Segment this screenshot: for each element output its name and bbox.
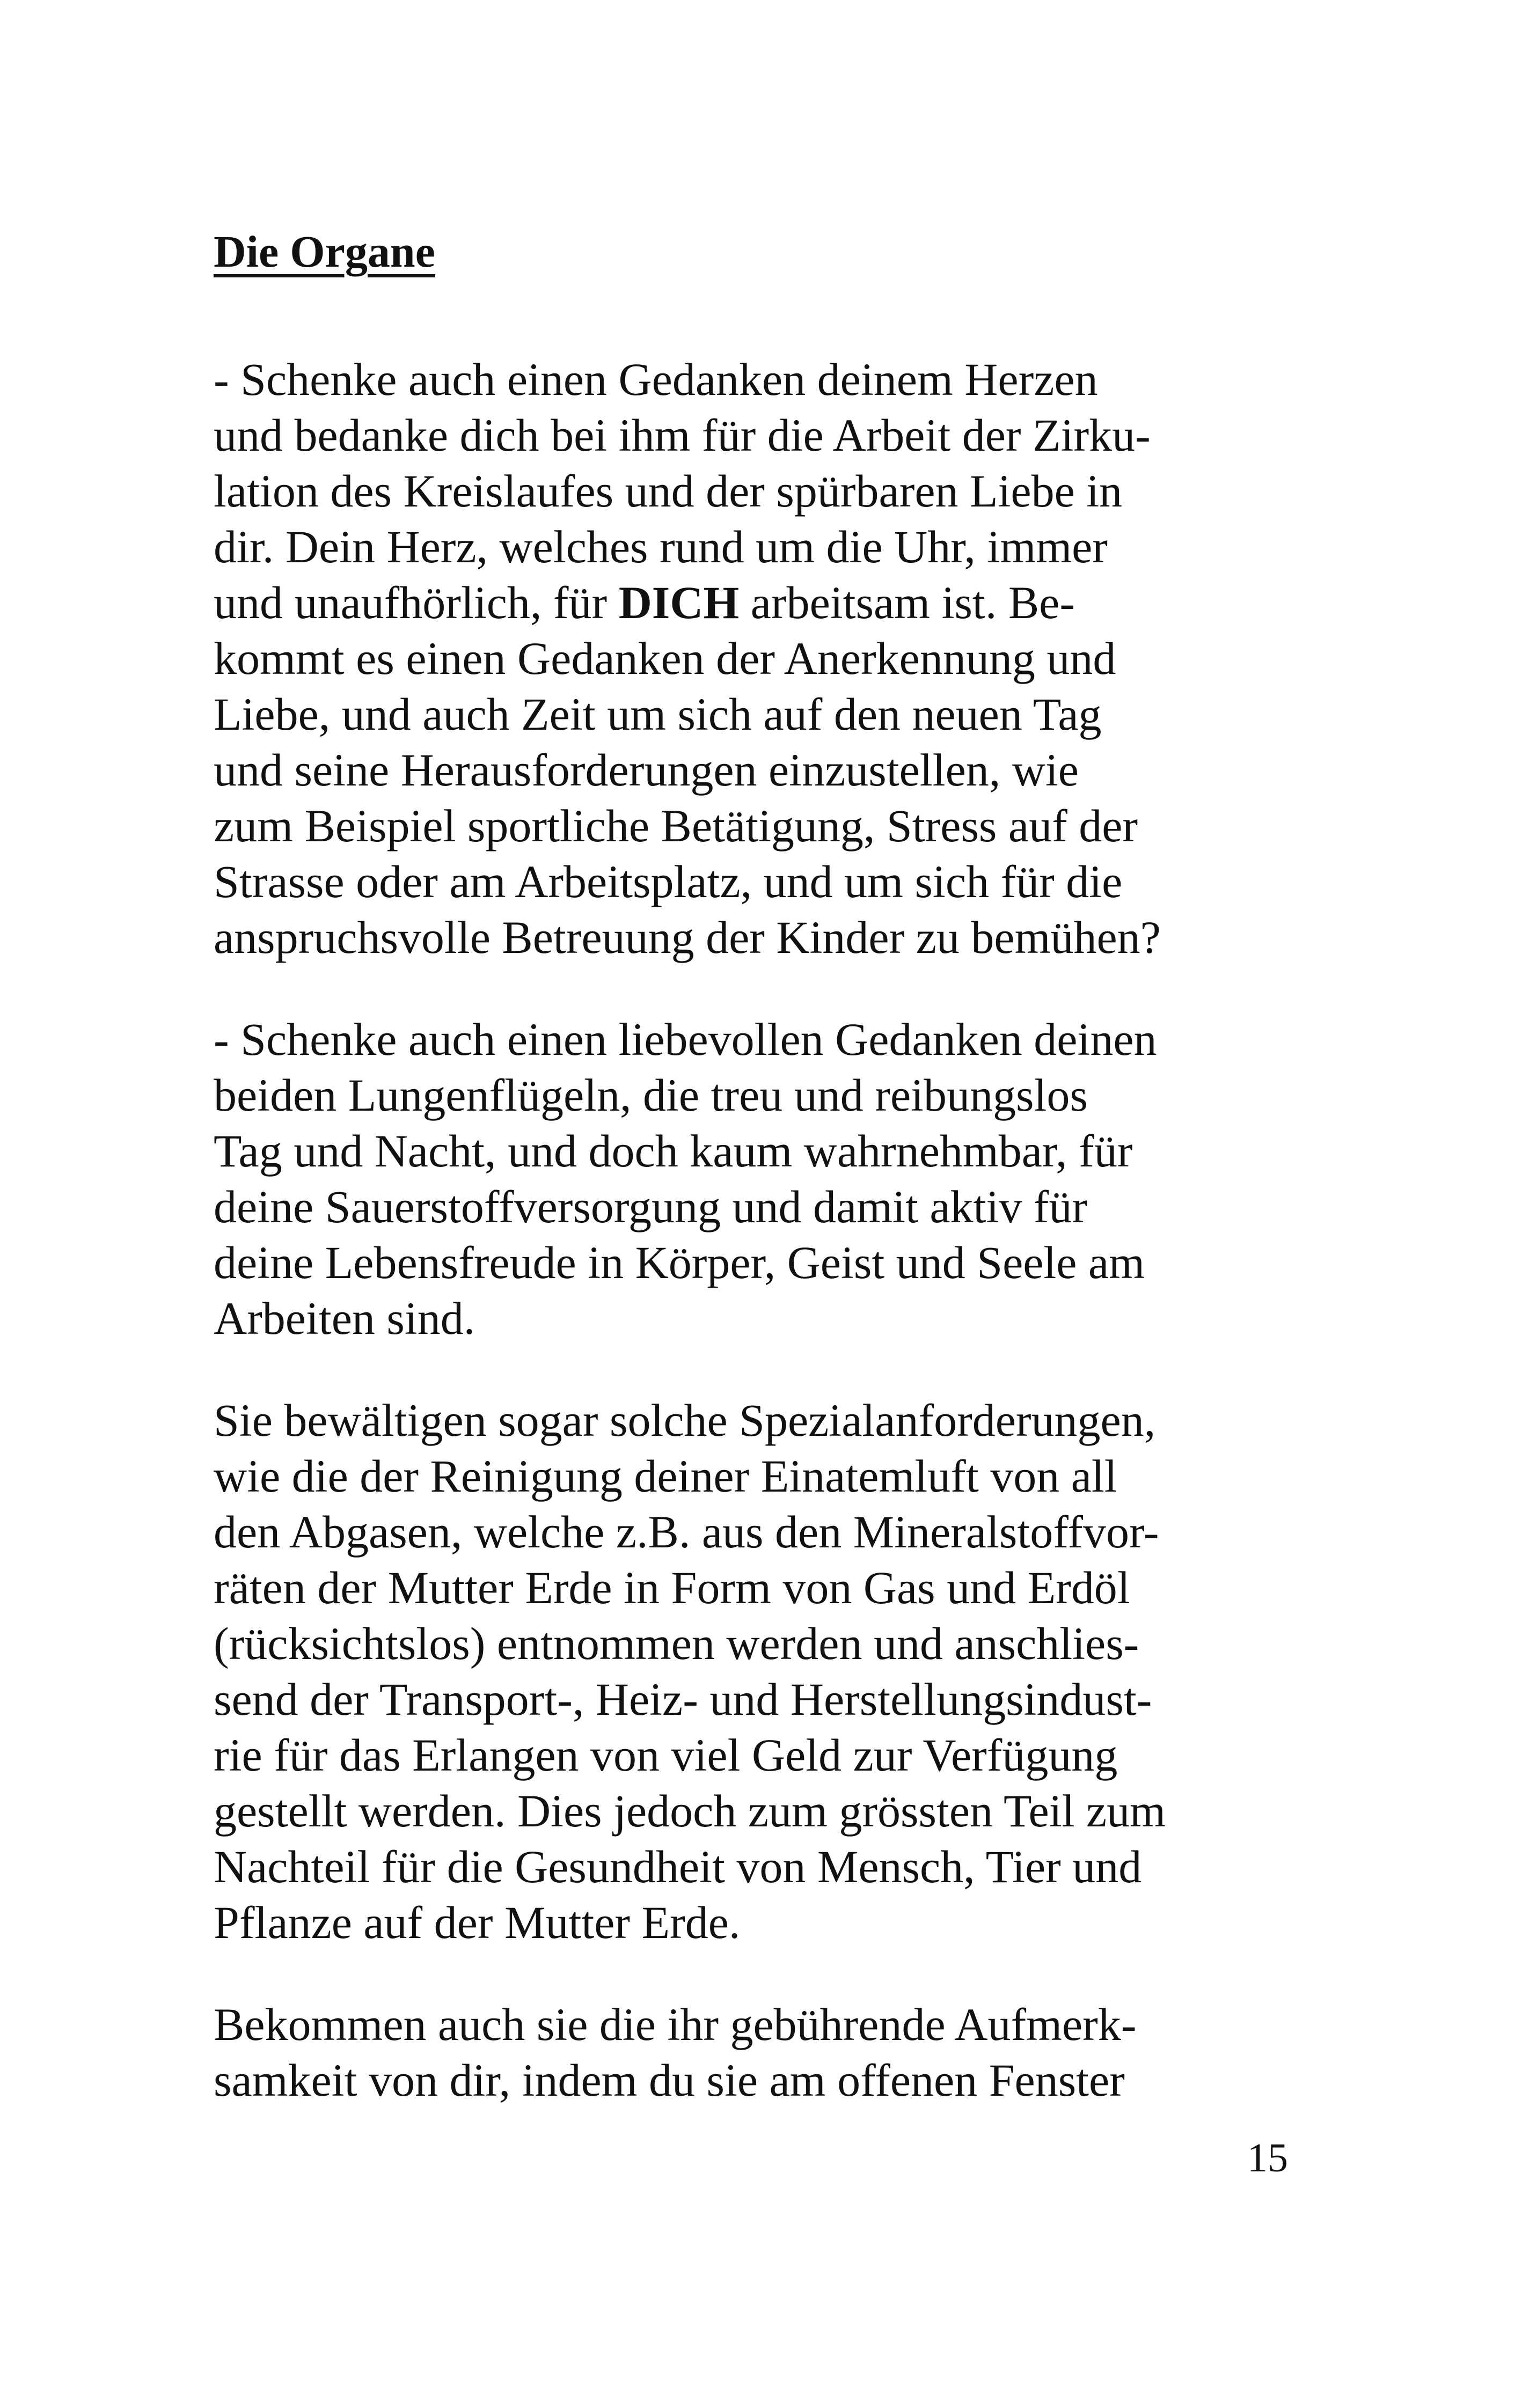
paragraph-heart <box>214 351 1314 965</box>
section-heading: Die Organe <box>214 227 435 277</box>
text-line: anspruchsvolle Betreuung der Kinder zu bemühen? <box>214 912 1161 963</box>
text-line-with-emphasis <box>214 575 1314 630</box>
text-run: arbeitsam ist. Be- <box>739 577 1075 628</box>
text-line: Tag und Nacht, und doch kaum wahrnehmbar, für <box>214 1125 1133 1177</box>
page-number: 15 <box>1247 2135 1288 2181</box>
text-line: dir. Dein Herz, welches rund um die Uhr, immer <box>214 521 1108 572</box>
text-line: lation des Kreislaufes und der spürbaren Liebe in <box>214 465 1123 517</box>
text-line: Pflanze auf der Mutter Erde. <box>214 1897 741 1948</box>
text-line: samkeit von dir, indem du sie am offenen Fenster <box>214 2054 1125 2106</box>
text-line: Arbeiten sind. <box>214 1293 475 1344</box>
paragraph-attention <box>214 1996 1314 2108</box>
text-line: räten der Mutter Erde in Form von Gas und Erdöl <box>214 1562 1130 1613</box>
text-line: Strasse oder am Arbeitsplatz, und um sich für die <box>214 856 1123 907</box>
text-line: rie für das Erlangen von viel Geld zur Verfügung <box>214 1729 1118 1781</box>
text-line: gestellt werden. Dies jedoch zum grössten Teil zum <box>214 1785 1166 1837</box>
text-line: Sie bewältigen sogar solche Spezialanforderungen, <box>214 1394 1156 1446</box>
text-line: kommt es einen Gedanken der Anerkennung und <box>214 633 1116 684</box>
text-line: send der Transport-, Heiz- und Herstellungsindust- <box>214 1673 1152 1725</box>
text-line: und bedanke dich bei ihm für die Arbeit der Zirku- <box>214 409 1151 461</box>
emphasis-text: DICH <box>618 577 740 628</box>
text-line: Liebe, und auch Zeit um sich auf den neuen Tag <box>214 688 1102 740</box>
text-line: Bekommen auch sie die ihr gebührende Aufmerk- <box>214 1999 1137 2050</box>
text-line: deine Sauerstoffversorgung und damit aktiv für <box>214 1181 1088 1232</box>
text-line: deine Lebensfreude in Körper, Geist und Seele am <box>214 1237 1145 1288</box>
text-line: und seine Herausforderungen einzustellen, wie <box>214 744 1079 796</box>
text-line: - Schenke auch einen liebevollen Gedanken deinen <box>214 1014 1157 1065</box>
text-line: zum Beispiel sportliche Betätigung, Stress auf der <box>214 800 1138 851</box>
text-line: (rücksichtslos) entnommen werden und anschlies- <box>214 1618 1139 1669</box>
text-line: Nachteil für die Gesundheit von Mensch, Tier und <box>214 1841 1142 1892</box>
text-line: wie die der Reinigung deiner Einatemluft von all <box>214 1450 1117 1502</box>
text-run: und unaufhörlich, für <box>214 577 619 628</box>
text-line: den Abgasen, welche z.B. aus den Mineralstoffvor- <box>214 1506 1159 1558</box>
text-line: beiden Lungenflügeln, die treu und reibungslos <box>214 1069 1088 1121</box>
body-text <box>214 351 1314 2154</box>
text-line: - Schenke auch einen Gedanken deinem Herzen <box>214 354 1098 405</box>
paragraph-lungs <box>214 1011 1314 1346</box>
paragraph-special-demands <box>214 1392 1314 1950</box>
